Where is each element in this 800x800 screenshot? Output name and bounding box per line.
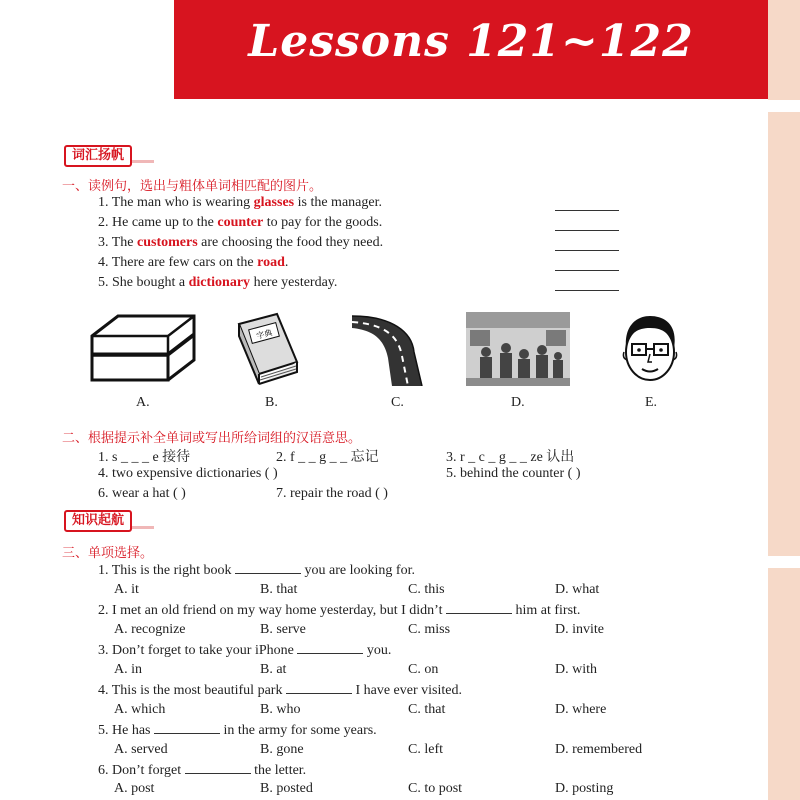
mcq-option[interactable]: B. posted bbox=[260, 781, 313, 796]
mcq-option[interactable]: D. remembered bbox=[555, 742, 643, 757]
q2-item: 3. r _ c _ g _ _ ze 认出 bbox=[446, 450, 575, 465]
mcq-option[interactable]: B. that bbox=[260, 582, 298, 597]
q1-heading: 一、读例句，选出与粗体单词相匹配的图片。 bbox=[62, 179, 323, 194]
mcq-option[interactable]: A. in bbox=[114, 662, 142, 677]
pic-label: D. bbox=[511, 395, 525, 410]
road-icon bbox=[352, 312, 438, 386]
section-label-vocab: 词汇扬帆 bbox=[64, 145, 132, 167]
mcq-option[interactable]: A. post bbox=[114, 781, 155, 796]
mcq-question: 4. This is the most beautiful park I have ever visited. bbox=[98, 683, 462, 698]
answer-blank[interactable] bbox=[555, 250, 619, 251]
mcq-option[interactable]: D. what bbox=[555, 582, 600, 597]
strip-divider bbox=[768, 100, 800, 112]
mcq-option[interactable]: B. who bbox=[260, 702, 301, 717]
mcq-option[interactable]: C. that bbox=[408, 702, 446, 717]
mcq-option[interactable]: B. at bbox=[260, 662, 287, 677]
pic-label: A. bbox=[136, 395, 150, 410]
mcq-option[interactable]: C. miss bbox=[408, 622, 451, 637]
mcq-option[interactable]: D. with bbox=[555, 662, 597, 677]
right-decor-strip bbox=[768, 0, 800, 800]
mcq-option[interactable]: C. to post bbox=[408, 781, 463, 796]
q1-item: 2. He came up to the counter to pay for the goods. bbox=[98, 215, 383, 230]
strip-divider bbox=[768, 556, 800, 568]
q2-item: 6. wear a hat ( ) bbox=[98, 486, 186, 501]
pic-label: B. bbox=[265, 395, 278, 410]
answer-blank[interactable] bbox=[185, 762, 251, 774]
page-title: Lessons 121~122 bbox=[248, 16, 694, 67]
pic-label: E. bbox=[645, 395, 658, 410]
answer-blank[interactable] bbox=[555, 290, 619, 291]
mcq-question: 3. Don’t forget to take your iPhone you. bbox=[98, 643, 392, 658]
answer-blank[interactable] bbox=[286, 682, 352, 694]
mcq-option[interactable]: B. serve bbox=[260, 622, 306, 637]
mcq-option[interactable]: A. it bbox=[114, 582, 139, 597]
q1-item: 3. The customers are choosing the food they need. bbox=[98, 235, 384, 250]
glasses-man-icon bbox=[620, 312, 680, 386]
mcq-option[interactable]: D. invite bbox=[555, 622, 604, 637]
answer-blank[interactable] bbox=[154, 722, 220, 734]
q2-item: 7. repair the road ( ) bbox=[276, 486, 388, 501]
q1-item: 5. She bought a dictionary here yesterday. bbox=[98, 275, 338, 290]
answer-blank[interactable] bbox=[555, 270, 619, 271]
mcq-question: 5. He has in the army for some years. bbox=[98, 723, 377, 738]
mcq-question: 1. This is the right book you are looking for. bbox=[98, 563, 415, 578]
q2-item: 4. two expensive dictionaries ( ) bbox=[98, 466, 278, 481]
q2-item: 5. behind the counter ( ) bbox=[446, 466, 581, 481]
mcq-question: 6. Don’t forget the letter. bbox=[98, 763, 307, 778]
q1-item: 4. There are few cars on the road. bbox=[98, 255, 289, 270]
answer-blank[interactable] bbox=[555, 230, 619, 231]
section-label-knowledge: 知识起航 bbox=[64, 510, 132, 532]
mcq-option[interactable]: C. this bbox=[408, 582, 445, 597]
mcq-option[interactable]: A. recognize bbox=[114, 622, 186, 637]
dictionary-icon bbox=[233, 312, 303, 386]
q2-heading: 二、根据提示补全单词或写出所给词组的汉语意思。 bbox=[62, 431, 362, 446]
pic-label: C. bbox=[391, 395, 404, 410]
answer-blank[interactable] bbox=[235, 562, 301, 574]
q2-item: 2. f _ _ g _ _ 忘记 bbox=[276, 450, 379, 465]
mcq-option[interactable]: A. which bbox=[114, 702, 166, 717]
answer-blank[interactable] bbox=[446, 602, 512, 614]
answer-blank[interactable] bbox=[297, 642, 363, 654]
mcq-option[interactable]: B. gone bbox=[260, 742, 304, 757]
mcq-question: 2. I met an old friend on my way home yesterday, but I didn’t him at first. bbox=[98, 603, 581, 618]
mcq-option[interactable]: D. where bbox=[555, 702, 607, 717]
title-banner bbox=[174, 0, 768, 99]
mcq-option[interactable]: C. on bbox=[408, 662, 439, 677]
book-cover-text: 字典 bbox=[255, 328, 274, 341]
q3-heading: 三、单项选择。 bbox=[62, 546, 154, 561]
mcq-option[interactable]: C. left bbox=[408, 742, 443, 757]
mcq-option[interactable]: D. posting bbox=[555, 781, 614, 796]
customers-icon bbox=[466, 312, 570, 386]
counter-icon bbox=[88, 312, 198, 386]
q1-item: 1. The man who is wearing glasses is the manager. bbox=[98, 195, 382, 210]
answer-blank[interactable] bbox=[555, 210, 619, 211]
q2-item: 1. s _ _ _ e 接待 bbox=[98, 450, 191, 465]
mcq-option[interactable]: A. served bbox=[114, 742, 168, 757]
